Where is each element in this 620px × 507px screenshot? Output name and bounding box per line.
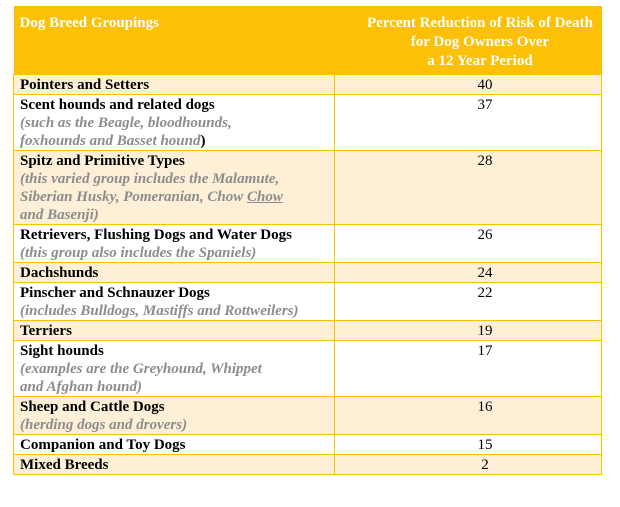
breed-name: Dachshunds <box>20 265 99 281</box>
breed-name: Mixed Breeds <box>20 457 109 473</box>
table-row <box>14 75 602 95</box>
breed-cell <box>14 397 335 435</box>
table-row <box>14 341 602 397</box>
table-header-row <box>14 6 602 75</box>
breed-note-text: Siberian Husky, Pomeranian, Chow <box>20 189 247 205</box>
breed-note: (includes Bulldogs, Mastiffs and Rottweilers) <box>20 303 299 319</box>
breed-note <box>20 188 328 206</box>
breed-name: Pointers and Setters <box>20 77 150 93</box>
breed-cell <box>14 263 335 283</box>
breed-note: (such as the Beagle, bloodhounds, <box>20 115 232 131</box>
header-percent-reduction <box>335 6 602 75</box>
breed-note: (examples are the Greyhound, Whippet <box>20 361 262 377</box>
header-breed-groupings-label: Dog Breed Groupings <box>19 15 159 31</box>
breed-risk-table <box>13 6 602 475</box>
table-row <box>14 397 602 435</box>
breed-cell <box>14 95 335 151</box>
value-cell: 15 <box>335 435 602 455</box>
value-cell: 40 <box>335 75 602 95</box>
breed-name: Sight hounds <box>20 343 104 359</box>
table-row <box>14 435 602 455</box>
breed-name: Sheep and Cattle Dogs <box>20 399 165 415</box>
table-row <box>14 225 602 263</box>
breed-cell <box>14 151 335 225</box>
value-cell: 19 <box>335 321 602 341</box>
breed-note: and Basenji) <box>20 207 99 223</box>
breed-cell <box>14 225 335 263</box>
header-breed-groupings <box>14 6 335 75</box>
breed-note: (this group also includes the Spaniels) <box>20 245 257 261</box>
breed-cell <box>14 75 335 95</box>
breed-name: Pinscher and Schnauzer Dogs <box>20 285 210 301</box>
header-percent-line3: a 12 Year Period <box>427 53 533 69</box>
breed-note <box>20 132 328 150</box>
table-row <box>14 455 602 475</box>
value-cell: 17 <box>335 341 602 397</box>
value-cell: 37 <box>335 95 602 151</box>
breed-name: Companion and Toy Dogs <box>20 437 186 453</box>
breed-name: Terriers <box>20 323 72 339</box>
breed-cell <box>14 321 335 341</box>
value-cell: 28 <box>335 151 602 225</box>
breed-note-text: foxhounds and Basset hound <box>20 133 201 149</box>
value-cell: 16 <box>335 397 602 435</box>
value-cell: 22 <box>335 283 602 321</box>
breed-note-close: ) <box>200 133 206 149</box>
breed-note: and Afghan hound) <box>20 379 142 395</box>
value-cell: 2 <box>335 455 602 475</box>
breed-cell <box>14 455 335 475</box>
table-row <box>14 263 602 283</box>
table-row <box>14 151 602 225</box>
breed-name: Scent hounds and related dogs <box>20 97 215 113</box>
breed-note: (this varied group includes the Malamute, <box>20 171 280 187</box>
table-row <box>14 321 602 341</box>
breed-note: (herding dogs and drovers) <box>20 417 188 433</box>
value-cell: 24 <box>335 263 602 283</box>
header-percent-line1: Percent Reduction of Risk of Death <box>367 15 593 31</box>
header-percent-line2: for Dog Owners Over <box>410 34 550 50</box>
breed-cell <box>14 283 335 321</box>
breed-risk-table-container <box>13 6 601 475</box>
breed-cell <box>14 435 335 455</box>
breed-name: Spitz and Primitive Types <box>20 153 185 169</box>
table-row <box>14 95 602 151</box>
table-row <box>14 283 602 321</box>
breed-cell <box>14 341 335 397</box>
breed-note-underlined: Chow <box>247 189 283 205</box>
breed-name: Retrievers, Flushing Dogs and Water Dogs <box>20 227 292 243</box>
value-cell: 26 <box>335 225 602 263</box>
